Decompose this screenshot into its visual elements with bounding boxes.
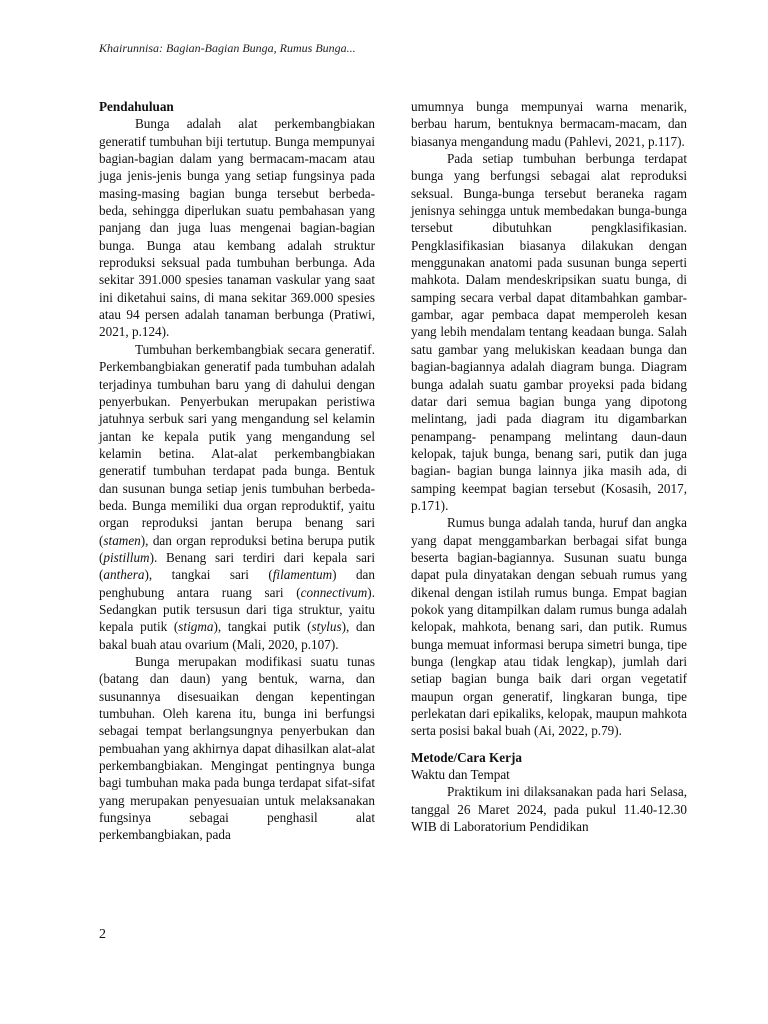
paragraph-continuation: umumnya bunga mempunyai warna menarik, berbau harum, bentuknya bermacam-macam, dan biasanya mengandung madu (Pahlevi, 2021, p.117).: [411, 99, 687, 149]
paragraph: [99, 341, 375, 653]
italic-term: anthera: [103, 567, 145, 583]
text-run: ). Benang sari terdiri dari kepala sari (: [99, 549, 375, 583]
text-run: Tumbuhan berkembangbiak secara generatif. Perkembangbiakan generatif pada tumbuhan adalah terjadinya tumbuhan baru yang di dahului dengan penyerbukan. Penyerbukan merupakan peristiwa jatuhnya serbuk sari yang mengandung sel kelamin jantan ke kepala putik yang mengandung sel kelamin betina. Alat-alat perkembangbiakan generatif tumbuhan terdapat pada bunga. Bentuk dan susunan bunga setiap jenis tumbuhan berbeda-beda. Bunga memiliki dua organ reproduktif, yaitu organ reproduksi jantan berupa benang sari (: [99, 341, 375, 548]
text-run: ), tangkai sari (: [144, 567, 273, 583]
italic-term: filamentum: [272, 567, 333, 583]
text-run: ). Sedangkan putik tersusun dari tiga struktur, yaitu kepala putik (: [99, 584, 375, 635]
italic-term: stamen: [103, 532, 141, 548]
section-heading-pendahuluan: Pendahuluan: [99, 99, 174, 114]
running-head: Khairunnisa: Bagian-Bagian Bunga, Rumus Bunga...: [99, 41, 356, 55]
paragraph: Pada setiap tumbuhan berbunga terdapat bunga yang berfungsi sebagai alat reproduksi seksual. Bunga-bunga tersebut beraneka ragam jenisnya sehingga untuk membedakan bunga-bunga tersebut dibutuhkan pengklasifikasian. Pengklasifikasian biasanya dilakukan dengan menggunakan anatomi pada susunan bunga seperti mahkota. Dalam mendeskripsikan suatu bunga, di samping secara verbal dapat ditambahkan gambar-gambar, agar pembaca dapat memperoleh kesan yang lebih mendalam tentang keadaan bunga. Salah satu gambar yang melukiskan keadaan bunga dan bagian-bagiannya adalah diagram bunga. Diagram bunga adalah suatu gambar proyeksi pada bidang datar dari semua bagian bunga yang dipotong melintang, jadi pada diagram itu digambarkan penampang- penampang melintang daun-daun kelopak, tajuk bunga, benang sari, putik dan juga bagian- bagian bunga lainnya jika masih ada, di samping keempat bagian tersebut (Kosasih, 2017, p.171).: [411, 151, 687, 513]
subheading-waktu-tempat: Waktu dan Tempat: [411, 767, 510, 783]
paragraph: Bunga adalah alat perkembangbiakan generatif tumbuhan biji tertutup. Bunga mempunyai bagian-bagian dalam yang bermacam-macam atau juga jenis-jenis bunga yang setiap fungsinya pada masing-masing bagian bunga tersebut berbeda-beda, sehingga diperlukan suatu pembahasan yang panjang dan juga luas mengenai bagian-bagian bunga. Bunga atau kembang adalah struktur reproduksi seksual pada tumbuhan berbunga. Ada sekitar 391.000 spesies tanaman vaskular yang saat ini diketahui sains, di mana sekitar 369.000 spesies atau 94 persen adalah tanaman berbunga (Pratiwi, 2021, p.124).: [99, 116, 375, 340]
text-run: ), tangkai putik (: [213, 619, 312, 635]
text-run: ), dan organ reproduksi betina berupa putik (: [99, 532, 375, 565]
italic-term: connectivum: [300, 584, 368, 600]
text-run: ), dan bakal buah atau ovarium (Mali, 2020, p.107).: [99, 619, 375, 652]
text-run: ) dan penghubung antara ruang sari (: [99, 567, 376, 600]
left-column: [99, 98, 375, 844]
section-heading-metode: Metode/Cara Kerja: [411, 749, 522, 765]
italic-term: pistillum: [103, 549, 150, 565]
paragraph: Bunga merupakan modifikasi suatu tunas (batang dan daun) yang bentuk, warna, dan susunannya disesuaikan dengan kepentingan tumbuhan. Oleh karena itu, bunga ini berfungsi sebagai tempat berlangsungnya penyerbukan dan pembuahan yang akhirnya dapat dihasilkan alat-alat perkembangbiakan. Mengingat pentingnya bunga bagi tumbuhan maka pada bunga terdapat sifat-sifat yang merupakan penyesuaian untuk melaksanakan fungsinya sebagai penghasil alat perkembangbiakan, pada: [99, 654, 375, 843]
page-number: 2: [99, 927, 106, 942]
right-column: [411, 98, 687, 835]
paragraph: Rumus bunga adalah tanda, huruf dan angka yang dapat menggambarkan berbagai sifat bunga beserta bagian-bagiannya. Susunan suatu bunga dapat pula dinyatakan dengan sebuah rumus yang dikenal dengan istilah rumus bunga. Empat bagian pokok yang ditampilkan dalam rumus bunga adalah kelopak, mahkota, benang sari, dan putik. Rumus bunga memuat informasi berupa simetri bunga, tipe bunga (lengkap atau tidak lengkap), jumlah dari setiap bagian bunga baik dari organ vegetatif maupun organ generatif, lingkaran bunga, tipe perlekatan dari epikaliks, kelopak, maupun mahkota serta posisi bakal buah (Ai, 2022, p.79).: [411, 515, 687, 739]
paragraph: Praktikum ini dilaksanakan pada hari Selasa, tanggal 26 Maret 2024, pada pukul 11.40-12.30 WIB di Laboratorium Pendidikan: [411, 784, 687, 835]
italic-term: stigma: [178, 619, 214, 635]
italic-term: stylus: [311, 619, 342, 635]
